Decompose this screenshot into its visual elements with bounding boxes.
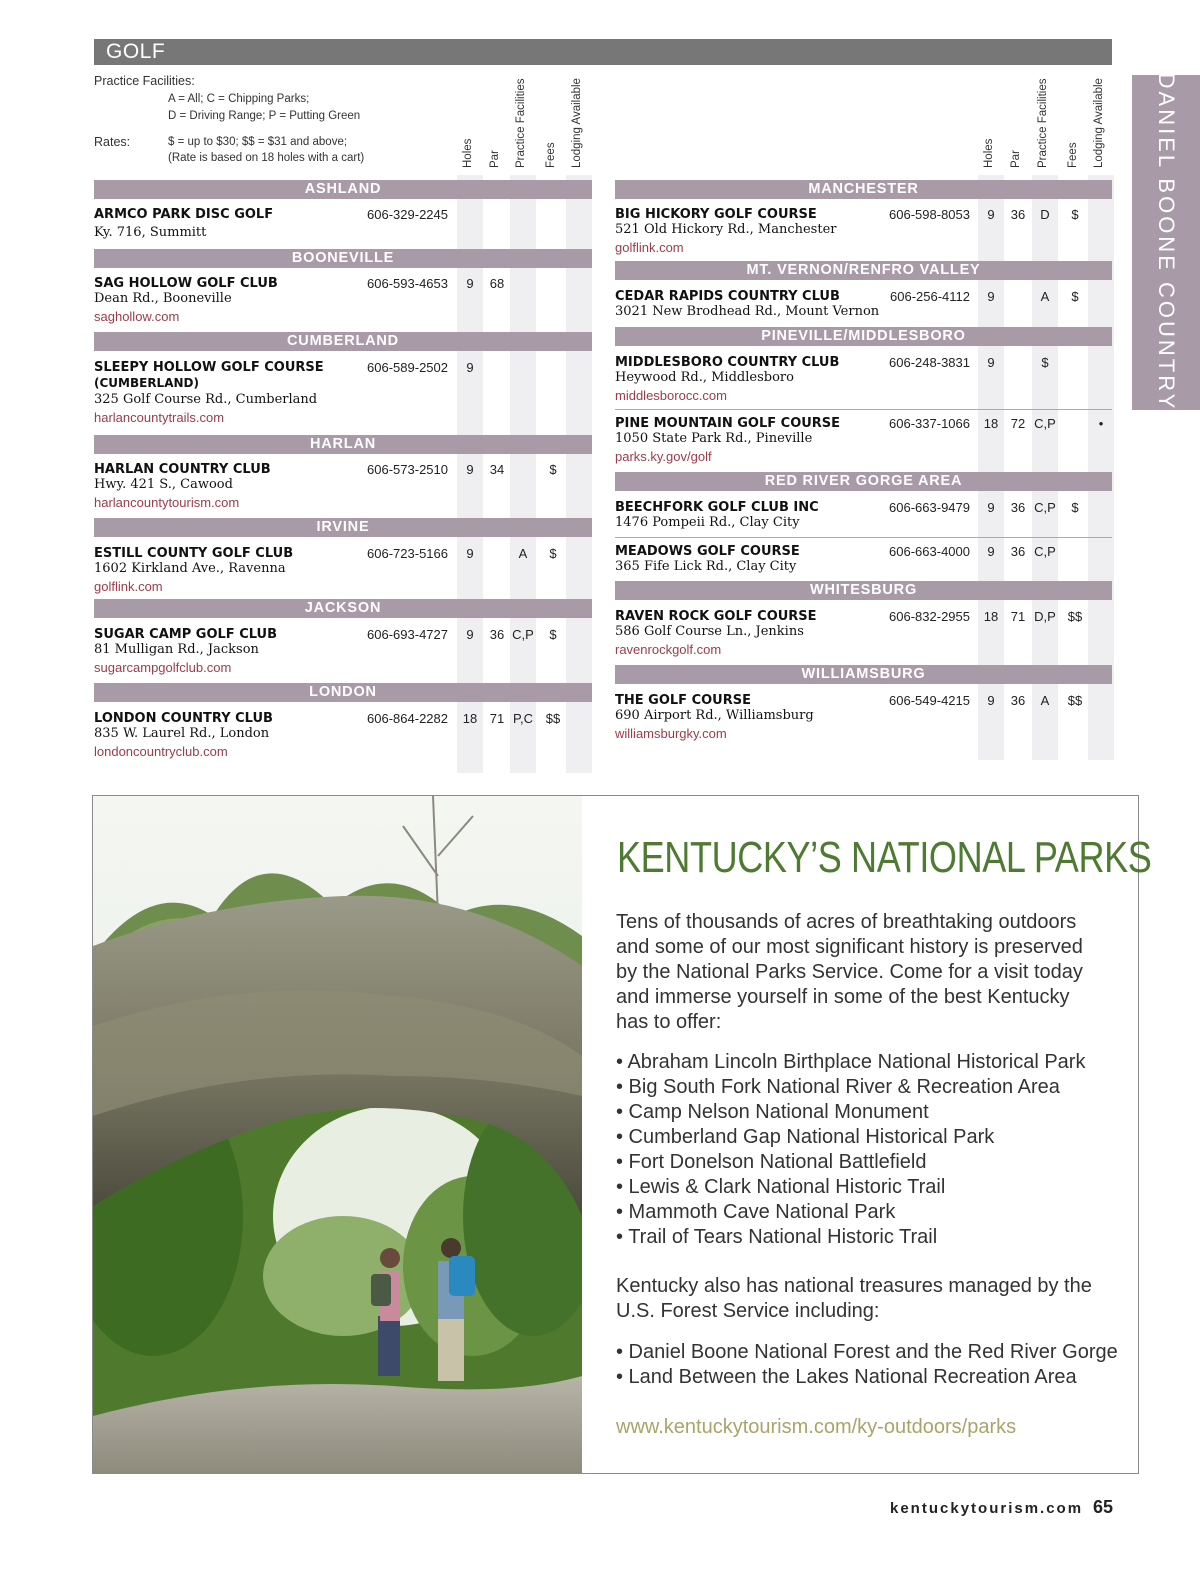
course-phone: 606-593-4653: [367, 276, 448, 291]
course-lodging: •: [1098, 416, 1104, 431]
course-holes: 9: [466, 462, 474, 477]
park-list-item: • Mammoth Cave National Park: [616, 1201, 896, 1223]
course-address: 81 Mulligan Rd., Jackson: [94, 642, 259, 657]
course-par: 36: [1010, 500, 1026, 515]
course-practice: C,P: [1034, 544, 1056, 559]
course-holes: 18: [983, 609, 999, 624]
city-header: RED RIVER GORGE AREA: [615, 472, 1112, 491]
park-list-item: • Fort Donelson National Battlefield: [616, 1151, 927, 1173]
course-phone: 606-693-4727: [367, 627, 448, 642]
right-col-header: Lodging Available: [1093, 78, 1105, 168]
legend-rates-label: Rates:: [94, 135, 131, 149]
course-phone: 606-598-8053: [889, 207, 970, 222]
course-practice: P,C: [513, 711, 533, 726]
course-holes: 9: [987, 693, 995, 708]
city-header: WHITESBURG: [615, 581, 1112, 600]
course-phone: 606-589-2502: [367, 360, 448, 375]
course-par: 36: [1010, 207, 1026, 222]
course-phone: 606-832-2955: [889, 609, 970, 624]
forest-list-item: • Land Between the Lakes National Recreation Area: [616, 1366, 1077, 1388]
left-col-header: Practice Facilities: [515, 78, 527, 168]
course-holes: 18: [462, 711, 478, 726]
course-name: ESTILL COUNTY GOLF CLUB: [94, 546, 294, 561]
course-name: BEECHFORK GOLF CLUB INC: [615, 500, 819, 515]
course-name: CEDAR RAPIDS COUNTRY CLUB: [615, 289, 840, 304]
course-holes: 9: [987, 544, 995, 559]
course-website-link[interactable]: middlesborocc.com: [615, 388, 727, 403]
course-fees: $: [1071, 207, 1079, 222]
right-col-header: Fees: [1067, 142, 1079, 168]
course-name: MEADOWS GOLF COURSE: [615, 544, 800, 559]
course-name: THE GOLF COURSE: [615, 693, 751, 708]
park-list-item: • Camp Nelson National Monument: [616, 1101, 929, 1123]
course-practice: D: [1040, 207, 1050, 222]
legend-practice-line1: A = All; C = Chipping Parks;: [168, 93, 310, 105]
course-holes: 9: [466, 276, 474, 291]
course-address: 1476 Pompeii Rd., Clay City: [615, 515, 800, 530]
course-website-link[interactable]: harlancountytrails.com: [94, 410, 225, 425]
course-name: HARLAN COUNTRY CLUB: [94, 462, 271, 477]
course-website-link[interactable]: parks.ky.gov/golf: [615, 449, 712, 464]
course-phone: 606-549-4215: [889, 693, 970, 708]
course-website-link[interactable]: golflink.com: [94, 579, 163, 594]
course-address: 3021 New Brodhead Rd., Mount Vernon: [615, 304, 880, 319]
page-number: 65: [1093, 1497, 1114, 1517]
course-name: LONDON COUNTRY CLUB: [94, 711, 273, 726]
course-website-link[interactable]: londoncountryclub.com: [94, 744, 228, 759]
city-header: ASHLAND: [94, 180, 592, 199]
course-fees: $: [1071, 500, 1079, 515]
hikers-natural-arch-photo: [93, 796, 582, 1473]
course-fees: $$: [1067, 693, 1083, 708]
park-list-item: • Lewis & Clark National Historic Trail: [616, 1176, 946, 1198]
course-address: 365 Fife Lick Rd., Clay City: [615, 559, 797, 574]
course-phone: 606-663-4000: [889, 544, 970, 559]
park-list-item: • Cumberland Gap National Historical Park: [616, 1126, 995, 1148]
course-address: 835 W. Laurel Rd., London: [94, 726, 270, 741]
course-phone: 606-337-1066: [889, 416, 970, 431]
course-holes: 9: [987, 207, 995, 222]
forest-intro-line: U.S. Forest Service including:: [616, 1300, 880, 1322]
course-par: 36: [1010, 693, 1026, 708]
right-col-header: Practice Facilities: [1037, 78, 1049, 168]
forest-service-list: [616, 1340, 1118, 1390]
course-name-suffix: (CUMBERLAND): [94, 376, 199, 390]
city-header: LONDON: [94, 683, 592, 702]
course-phone: 606-329-2245: [367, 207, 448, 222]
legend-rates-line1: $ = up to $30; $$ = $31 and above;: [168, 136, 348, 148]
footer-site: kentuckytourism.com: [890, 1500, 1084, 1517]
legend-practice-line2: D = Driving Range; P = Putting Green: [168, 110, 361, 122]
course-holes: 9: [466, 627, 474, 642]
course-address: Heywood Rd., Middlesboro: [615, 370, 794, 385]
city-header: JACKSON: [94, 599, 592, 618]
course-address: 586 Golf Course Ln., Jenkins: [615, 624, 804, 639]
parks-intro-line: by the National Parks Service. Come for a visit today: [616, 961, 1083, 983]
course-fees: $: [549, 546, 557, 561]
right-col-header: Par: [1010, 150, 1022, 168]
course-par: 71: [1010, 609, 1026, 624]
parks-title: KENTUCKY’S NATIONAL PARKS: [617, 833, 1152, 882]
course-website-link[interactable]: saghollow.com: [94, 309, 180, 324]
course-name: ARMCO PARK DISC GOLF: [94, 207, 274, 222]
course-fees: $$: [545, 711, 561, 726]
course-par: 72: [1010, 416, 1026, 431]
course-name: RAVEN ROCK GOLF COURSE: [615, 609, 817, 624]
course-holes: 9: [466, 360, 474, 375]
course-fees: $$: [1067, 609, 1083, 624]
course-address: Hwy. 421 S., Cawood: [94, 477, 233, 492]
city-header: CUMBERLAND: [94, 332, 592, 351]
course-practice: A: [1040, 289, 1050, 304]
course-holes: 9: [987, 289, 995, 304]
course-fees: $: [549, 462, 557, 477]
course-practice: C,P: [512, 627, 534, 642]
right-col-header: Holes: [983, 138, 995, 168]
course-phone: 606-723-5166: [367, 546, 448, 561]
left-col-header: Par: [489, 150, 501, 168]
forest-service-intro: [616, 1274, 1116, 1324]
course-par: 36: [489, 627, 505, 642]
course-phone: 606-573-2510: [367, 462, 448, 477]
course-par: 71: [489, 711, 505, 726]
parks-link[interactable]: www.kentuckytourism.com/ky-outdoors/parks: [616, 1416, 1017, 1438]
entry-divider: [615, 537, 1112, 538]
course-practice: C,P: [1034, 500, 1056, 515]
left-col-header: Fees: [545, 142, 557, 168]
course-address: 1602 Kirkland Ave., Ravenna: [94, 561, 286, 576]
parks-intro: [616, 910, 1116, 1035]
city-header: MANCHESTER: [615, 180, 1112, 199]
parks-intro-line: has to offer:: [616, 1011, 722, 1033]
left-col-header: Lodging Available: [571, 78, 583, 168]
legend-practice-label: Practice Facilities:: [94, 74, 195, 88]
city-header: MT. VERNON/RENFRO VALLEY: [615, 261, 1112, 280]
course-website-link[interactable]: harlancountytourism.com: [94, 495, 240, 510]
course-name: SUGAR CAMP GOLF CLUB: [94, 627, 278, 642]
course-name: MIDDLESBORO COUNTRY CLUB: [615, 355, 840, 370]
course-address: 521 Old Hickory Rd., Manchester: [615, 222, 837, 237]
course-par: 68: [489, 276, 505, 291]
course-practice: A: [518, 546, 528, 561]
park-list-item: • Trail of Tears National Historic Trail: [616, 1226, 938, 1248]
course-name: SAG HOLLOW GOLF CLUB: [94, 276, 278, 291]
region-name: DANIEL BOONE COUNTRY: [1154, 72, 1179, 412]
city-header: BOONEVILLE: [94, 249, 592, 268]
course-website-link[interactable]: ravenrockgolf.com: [615, 642, 722, 657]
course-phone: 606-663-9479: [889, 500, 970, 515]
course-practice: D,P: [1034, 609, 1056, 624]
course-par: 34: [489, 462, 505, 477]
course-fees: $: [1071, 289, 1079, 304]
park-list-item: • Abraham Lincoln Birthplace National Historical Park: [616, 1051, 1086, 1073]
region-side-tab: [1132, 72, 1200, 412]
course-holes: 9: [987, 355, 995, 370]
course-practice: A: [1040, 693, 1050, 708]
section-header-golf: [94, 39, 1112, 65]
left-col-header: Holes: [462, 138, 474, 168]
legend-rates-line2: (Rate is based on 18 holes with a cart): [168, 152, 365, 164]
park-list-item: • Big South Fork National River & Recreation Area: [616, 1076, 1060, 1098]
course-fees: $: [549, 627, 557, 642]
forest-list-item: • Daniel Boone National Forest and the Red River Gorge: [616, 1341, 1118, 1363]
course-address: 690 Airport Rd., Williamsburg: [615, 708, 814, 723]
course-holes: 9: [987, 500, 995, 515]
course-practice: $: [1041, 355, 1049, 370]
parks-intro-line: and some of our most significant history is preserved: [616, 936, 1083, 958]
course-phone: 606-256-4112: [890, 289, 970, 304]
course-phone: 606-864-2282: [367, 711, 448, 726]
city-header: WILLIAMSBURG: [615, 665, 1112, 684]
city-header: IRVINE: [94, 518, 592, 537]
course-holes: 9: [466, 546, 474, 561]
course-website-link[interactable]: golflink.com: [615, 240, 684, 255]
course-address: 1050 State Park Rd., Pineville: [615, 431, 813, 446]
course-address: Ky. 716, Summitt: [94, 225, 207, 240]
course-holes: 18: [983, 416, 999, 431]
forest-intro-line: Kentucky also has national treasures managed by the: [616, 1275, 1092, 1297]
course-par: 36: [1010, 544, 1026, 559]
course-name: BIG HICKORY GOLF COURSE: [615, 207, 817, 222]
section-title: GOLF: [106, 40, 166, 63]
entry-divider: [615, 409, 1112, 410]
course-name: PINE MOUNTAIN GOLF COURSE: [615, 416, 841, 431]
course-practice: C,P: [1034, 416, 1056, 431]
parks-list: [616, 1050, 1085, 1250]
course-phone: 606-248-3831: [889, 355, 970, 370]
course-website-link[interactable]: sugarcampgolfclub.com: [94, 660, 232, 675]
course-name: SLEEPY HOLLOW GOLF COURSE: [94, 360, 324, 375]
course-address: 325 Golf Course Rd., Cumberland: [94, 392, 318, 407]
parks-intro-line: Tens of thousands of acres of breathtaking outdoors: [616, 911, 1077, 933]
course-website-link[interactable]: williamsburgky.com: [615, 726, 727, 741]
city-header: PINEVILLE/MIDDLESBORO: [615, 327, 1112, 346]
course-address: Dean Rd., Booneville: [94, 291, 232, 306]
parks-intro-line: and immerse yourself in some of the best Kentucky: [616, 986, 1070, 1008]
city-header: HARLAN: [94, 435, 592, 454]
